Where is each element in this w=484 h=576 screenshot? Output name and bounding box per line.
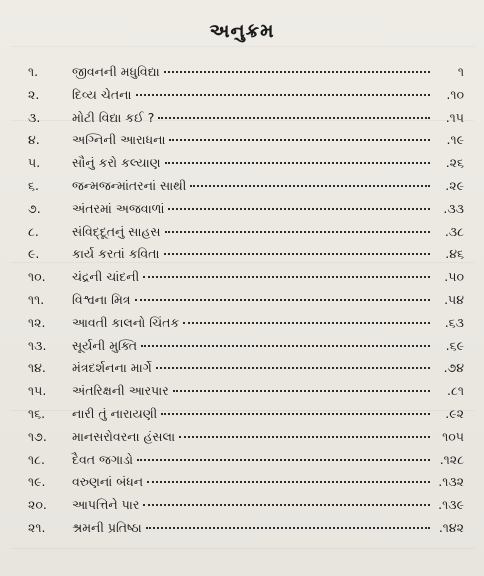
- toc-entry-title: મોટી વિદ્યા કઈ ?: [72, 109, 155, 125]
- toc-entry-title: આવતી કાલનો ચિંતક: [72, 314, 180, 330]
- dot-leader: [158, 116, 430, 119]
- toc-entry-page: .૧૪૨: [438, 519, 464, 535]
- toc-entry-page: .૫૦: [444, 269, 464, 285]
- toc-entry-title: ચંદ્રની ચાંદની: [72, 269, 140, 285]
- toc-entry: [28, 178, 464, 201]
- toc-entry-page: ૧: [457, 64, 464, 79]
- toc-entry-number: ૫.: [28, 155, 41, 171]
- toc-entry-page: .૪૬: [445, 246, 464, 262]
- toc-entry-number: ૮.: [28, 223, 39, 239]
- dot-leader: [143, 503, 430, 506]
- toc-entry-number: ૯.: [28, 246, 40, 262]
- toc-entry-number: ૧૬.: [28, 405, 46, 421]
- toc-entry-title: વિશ્વના મિત્ર: [72, 291, 131, 307]
- table-of-contents: [28, 64, 464, 543]
- toc-entry-page: .૫૪: [444, 291, 464, 307]
- toc-entry-number: ૧૮.: [28, 451, 45, 467]
- dot-leader: [156, 366, 430, 369]
- dot-leader: [143, 275, 430, 278]
- dot-leader: [165, 161, 430, 164]
- toc-entry: [28, 474, 464, 497]
- dot-leader: [164, 70, 430, 73]
- toc-entry-title: વરુણનાં બંધન: [72, 474, 144, 490]
- toc-entry: [28, 64, 464, 87]
- toc-entry: [28, 452, 464, 475]
- dot-leader: [179, 435, 430, 438]
- toc-entry: [28, 292, 464, 315]
- toc-entry: [28, 132, 464, 155]
- toc-entry-title: અંતરમાં અજવાળાં: [72, 200, 165, 216]
- toc-entry-page: .૧૩૯: [438, 497, 464, 513]
- toc-entry-title: કાર્ય કરતાં કવિતા: [72, 246, 160, 262]
- toc-entry-page: .૬૩: [444, 314, 464, 330]
- toc-entry-title: દૈવત જગાડો: [72, 451, 134, 467]
- bleed-through-line: [10, 46, 474, 47]
- dot-leader: [146, 526, 430, 529]
- toc-entry-page: .૧૯: [446, 132, 464, 148]
- dot-leader: [169, 138, 430, 141]
- dot-leader: [141, 344, 430, 347]
- toc-entry-number: ૧૩.: [28, 337, 47, 353]
- toc-entry-number: ૪.: [28, 132, 40, 148]
- toc-entry-title: સૌનું કરો કલ્યાણ: [72, 155, 161, 171]
- toc-entry-title: દિવ્ય ચેતના: [72, 86, 132, 102]
- dot-leader: [165, 230, 431, 233]
- toc-entry-page: .૧૩૨: [438, 474, 464, 490]
- toc-entry: [28, 110, 464, 133]
- toc-entry-number: ૧૭.: [28, 428, 47, 444]
- dot-leader: [173, 389, 430, 392]
- toc-entry-page: .૬૯: [445, 337, 464, 353]
- toc-entry: [28, 338, 464, 361]
- toc-entry: [28, 497, 464, 520]
- toc-entry: [28, 406, 464, 429]
- toc-entry-title: અંતરિક્ષની આરપાર: [72, 383, 169, 399]
- dot-leader: [136, 93, 431, 96]
- toc-entry-title: શ્રમની પ્રતિષ્ઠા: [72, 519, 142, 535]
- toc-entry-number: ૬.: [28, 177, 39, 193]
- toc-entry-number: ૧.: [28, 64, 39, 79]
- toc-entry: [28, 224, 464, 247]
- toc-entry-title: અગ્નિની આરાધના: [72, 132, 166, 148]
- toc-entry-number: ૩.: [28, 109, 41, 125]
- toc-entry: [28, 520, 464, 543]
- toc-entry: [28, 269, 464, 292]
- toc-entry-number: ૧૨.: [28, 314, 46, 330]
- toc-entry-page: .૮૧: [447, 383, 464, 399]
- toc-entry: [28, 201, 464, 224]
- toc-entry-title: મંત્રદર્શનના માર્ગે: [72, 360, 152, 376]
- dot-leader: [135, 298, 431, 301]
- toc-entry-title: માનસરોવરના હંસલા: [72, 428, 176, 444]
- toc-entry: [28, 246, 464, 269]
- toc-entry-number: ૨૧.: [28, 519, 46, 535]
- dot-leader: [137, 458, 430, 461]
- toc-entry-number: ૨.: [28, 86, 40, 102]
- toc-entry-page: ૧૦૫: [442, 428, 464, 444]
- toc-entry: [28, 360, 464, 383]
- toc-entry-number: ૧૪.: [28, 360, 46, 376]
- toc-entry: [28, 155, 464, 178]
- toc-entry-number: ૭.: [28, 200, 41, 216]
- toc-entry-page: .૨૯: [445, 177, 464, 193]
- toc-entry-page: .૩૮: [444, 223, 464, 239]
- toc-entry-title: જીવનની મધુવિદ્યા: [72, 64, 160, 79]
- toc-entry-page: .૭૪: [443, 360, 464, 376]
- toc-entry-page: .૧૦: [446, 86, 464, 102]
- dot-leader: [164, 252, 431, 255]
- toc-entry-title: જન્મજન્માંતરનાં સાથી: [72, 177, 187, 193]
- toc-entry-page: .૩૩: [443, 200, 464, 216]
- toc-entry-page: .૧૫: [445, 109, 464, 125]
- toc-entry-number: ૧૦.: [28, 269, 46, 285]
- toc-entry-page: .૨૬: [445, 155, 464, 171]
- toc-entry-page: .૯૨: [445, 405, 464, 421]
- toc-entry: [28, 87, 464, 110]
- dot-leader: [147, 480, 430, 483]
- page-title: અનુક્રમ: [209, 20, 275, 42]
- toc-entry-number: ૨૦.: [28, 497, 47, 513]
- toc-entry-title: સૂર્યની મુક્તિ: [72, 337, 138, 353]
- toc-entry-title: નારી તું નારાયણી: [72, 405, 158, 421]
- toc-entry-title: આપત્તિને પાર: [72, 497, 140, 513]
- bleed-through-line: [10, 548, 474, 549]
- toc-entry-number: ૧૫.: [28, 383, 47, 399]
- dot-leader: [190, 184, 430, 187]
- toc-entry-title: સંવિદ્દૂતનું સાહસ: [72, 223, 161, 239]
- toc-entry-page: .૧૨૮: [439, 451, 464, 467]
- toc-entry: [28, 315, 464, 338]
- toc-entry: [28, 429, 464, 452]
- dot-leader: [183, 321, 430, 324]
- toc-entry-number: ૧૧.: [28, 291, 45, 307]
- dot-leader: [161, 412, 430, 415]
- toc-entry-number: ૧૯.: [28, 474, 46, 490]
- toc-entry: [28, 383, 464, 406]
- dot-leader: [168, 207, 430, 210]
